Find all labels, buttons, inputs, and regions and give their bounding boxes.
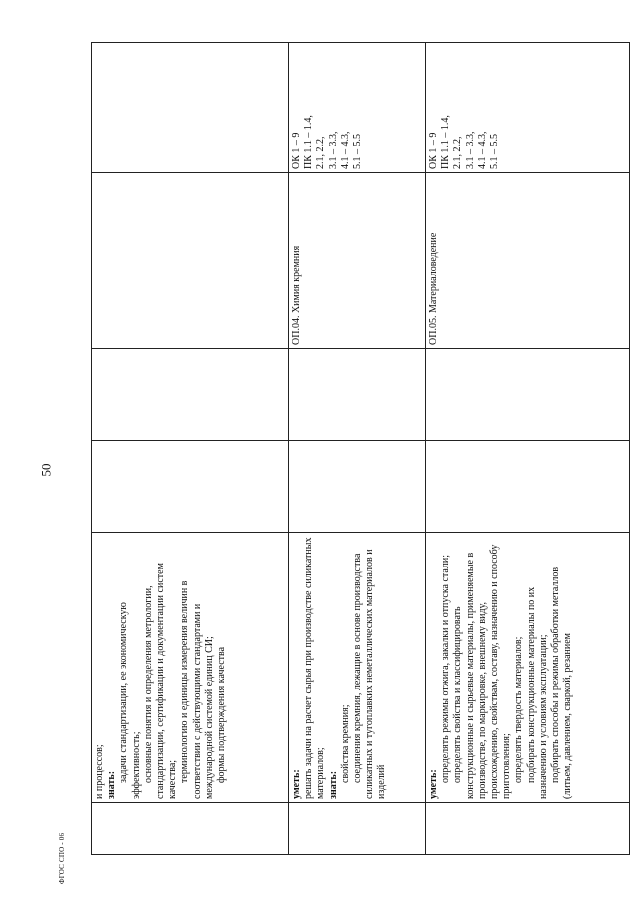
competency-code: 2.1, 2.2,	[452, 136, 464, 169]
requirement-line: соединения кремния, лежащие в основе производства силикатных и тугоплавких неметаллических материалов и изделий	[351, 549, 388, 799]
discipline-name: ОП.05. Материаловедение	[428, 232, 439, 345]
requirement-line: определять режимы отжига, закалки и отпуска стали;	[440, 554, 452, 783]
competency-code: 5.1 – 5.5	[351, 134, 363, 169]
section-heading: уметь:	[428, 769, 439, 799]
competency-code: ПК 1.1 – 1.4,	[440, 115, 452, 169]
requirement-line: подбирать конструкционные материалы по их назначению и условиям эксплуатации;	[525, 586, 549, 799]
requirement-line: задачи стандартизации, ее экономическую эффективность;	[118, 602, 142, 799]
section-heading: знать:	[327, 770, 339, 799]
section-heading: уметь:	[291, 769, 302, 799]
requirements-cell	[92, 533, 289, 803]
table-body	[92, 43, 630, 855]
discipline-cell	[289, 173, 426, 349]
competency-code: 5.1 – 5.5	[488, 134, 500, 169]
competency-code: 4.1 – 4.3,	[339, 131, 351, 169]
page-number: 50	[38, 463, 54, 477]
competency-code: ОК 1 – 9	[291, 132, 302, 169]
requirement-line: определять свойства и классифицировать конструкционные и сырьевые материалы, применяемые в производстве, по маркировке, внешнему виду, происхождению, свойствам, составу, назначению и способу приготовления;	[452, 544, 513, 799]
table-row	[92, 43, 289, 855]
competency-table	[91, 42, 630, 855]
requirements-cell	[289, 533, 426, 803]
competency-code: 3.1 – 3.3,	[327, 131, 339, 169]
competencies-cell	[289, 43, 426, 173]
empty-cell	[92, 441, 289, 533]
empty-cell	[92, 349, 289, 441]
competency-code: ОК 1 – 9	[428, 132, 439, 169]
discipline-cell	[426, 173, 630, 349]
competency-code: 3.1 – 3.3,	[464, 131, 476, 169]
competency-code: ПК 1.1 – 1.4,	[303, 115, 315, 169]
empty-cell	[426, 349, 630, 441]
table-row	[426, 43, 630, 855]
requirement-line: терминологию и единицы измерения величин в соответствии с действующими стандартами и международной системой единиц СИ;	[179, 580, 215, 799]
rotated-page-content	[91, 43, 629, 855]
discipline-cell	[92, 173, 289, 349]
requirement-line: подбирать способы и режимы обработки металлов (литьем, давлением, сваркой, резанием	[549, 566, 574, 799]
requirements-cell	[426, 533, 630, 803]
requirement-line: определять твердость материалов;	[513, 636, 525, 783]
requirement-line: и процессов;	[94, 744, 105, 799]
requirement-line: основные понятия и определения метрологии, стандартизации, сертификации и документации систем качества;	[142, 563, 179, 799]
footer-code: ФГОС СПО - 06	[58, 832, 66, 884]
table-row	[289, 43, 426, 855]
section-heading: знать:	[106, 770, 118, 799]
empty-cell	[426, 441, 630, 533]
index-cell	[289, 803, 426, 855]
competencies-cell	[426, 43, 630, 173]
index-cell	[92, 803, 289, 855]
competencies-cell	[92, 43, 289, 173]
requirement-line: формы подтверждения качества	[215, 646, 227, 783]
empty-cell	[289, 441, 426, 533]
index-cell	[426, 803, 630, 855]
competency-code: 4.1 – 4.3,	[476, 131, 488, 169]
requirement-line: свойства кремния;	[339, 704, 351, 783]
requirement-line: решать задачи на расчет сырья при производстве силикатных материалов;	[303, 537, 327, 799]
empty-cell	[289, 349, 426, 441]
competency-code: 2.1, 2.2,	[315, 136, 327, 169]
discipline-name: ОП.04. Химия кремния	[291, 245, 302, 345]
